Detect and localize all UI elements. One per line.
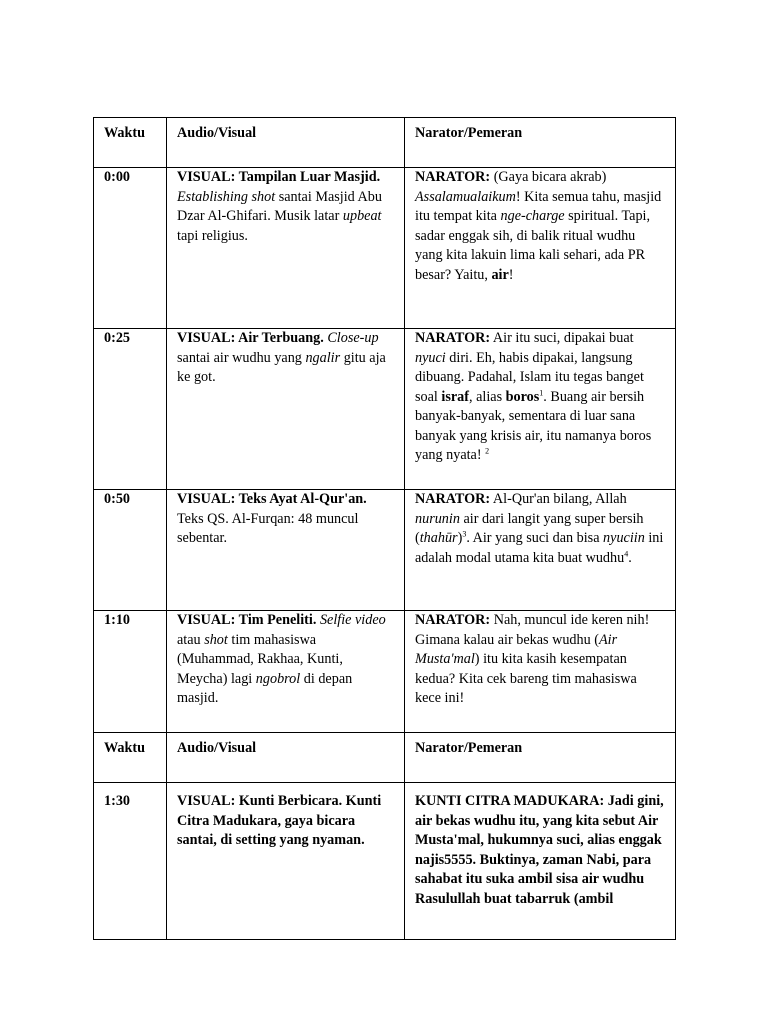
footnote-marker: 3 (462, 529, 467, 539)
time-cell: 0:00 (94, 168, 167, 329)
narration-cell: NARATOR: (Gaya bicara akrab) Assalamualaikum! Kita semua tahu, masjid itu tempat kita nge-charge spiritual. Tapi, sadar enggak sih, di balik ritual wudhu yang kita lakuin lima kali sehari, ada PR besar? Yaitu, air! (405, 168, 676, 329)
table-row (94, 490, 676, 611)
header-narrator: Narator/Pemeran (405, 118, 676, 168)
table-row (94, 783, 676, 940)
table-row (94, 611, 676, 733)
table-row (94, 168, 676, 329)
visual-cell: VISUAL: Tampilan Luar Masjid. Establishing shot santai Masjid Abu Dzar Al-Ghifari. Musik latar upbeat tapi religius. (167, 168, 405, 329)
script-table (93, 117, 676, 940)
header-audio-visual: Audio/Visual (167, 733, 405, 783)
footnote-marker: 4 (624, 548, 629, 558)
narration-cell: NARATOR: Al-Qur'an bilang, Allah nurunin air dari langit yang super bersih (thahūr)$^3$. Air yang suci dan bisa nyuciin ini adalah modal utama kita buat wudhu$^4$. (405, 490, 676, 611)
visual-cell: VISUAL: Kunti Berbicara. Kunti Citra Madukara, gaya bicara santai, di setting yang nyaman. (167, 783, 405, 940)
header-audio-visual: Audio/Visual (167, 118, 405, 168)
header-narrator: Narator/Pemeran (405, 733, 676, 783)
header-time: Waktu (94, 118, 167, 168)
time-cell: 0:50 (94, 490, 167, 611)
narration-cell: NARATOR: Nah, muncul ide keren nih! Gimana kalau air bekas wudhu (Air Musta'mal) itu kita kasih kesempatan kedua? Kita cek bareng tim mahasiswa kece ini! (405, 611, 676, 733)
visual-cell: VISUAL: Air Terbuang. Close-up santai air wudhu yang ngalir gitu aja ke got. (167, 329, 405, 490)
time-cell: 1:10 (94, 611, 167, 733)
visual-cell: VISUAL: Teks Ayat Al-Qur'an. Teks QS. Al-Furqan: 48 muncul sebentar. (167, 490, 405, 611)
time-cell: 1:30 (94, 783, 167, 940)
visual-cell: VISUAL: Tim Peneliti. Selfie video atau shot tim mahasiswa (Muhammad, Rakhaa, Kunti, Meycha) lagi ngobrol di depan masjid. (167, 611, 405, 733)
narration-cell: NARATOR: Air itu suci, dipakai buat nyuci diri. Eh, habis dipakai, langsung dibuang. Padahal, Islam itu tegas banget soal israf, alias boros$^1$. Buang air bersih banyak-banyak, sementara di luar sana banyak yang krisis air, itu namanya boros yang nyata! $^2$ (405, 329, 676, 490)
time-cell: 0:25 (94, 329, 167, 490)
table-header-row (94, 118, 676, 168)
footnote-marker: 1 (539, 387, 544, 397)
footnote-marker: 2 (485, 446, 490, 456)
table-row (94, 329, 676, 490)
narration-cell: KUNTI CITRA MADUKARA: Jadi gini, air bekas wudhu itu, yang kita sebut Air Musta'mal, hukumnya suci, alias enggak najis5555. Buktinya, zaman Nabi, para sahabat itu suka ambil sisa air wudhu Rasulullah buat tabarruk (ambil (405, 783, 676, 940)
header-time: Waktu (94, 733, 167, 783)
table-header-row (94, 733, 676, 783)
